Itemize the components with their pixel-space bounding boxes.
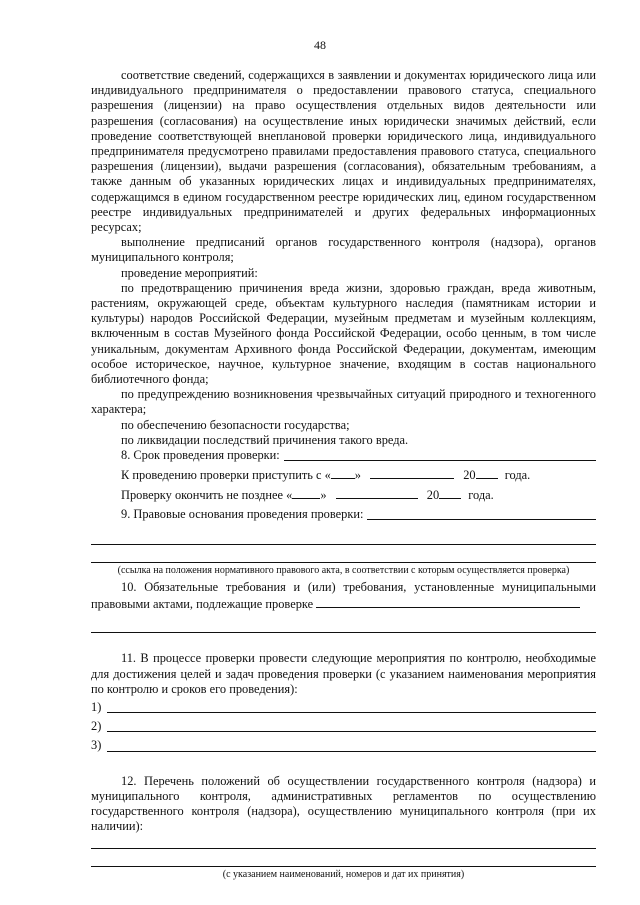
item-11-text: 11. В процессе проверки провести следующие мероприятия по контролю, необходимые для достижения целей и задач проведения проверки (с указанием наименования мероприятия по контролю и сроков его проведения): [91, 651, 596, 696]
paragraph-liquidation: по ликвидации последствий причинения такого вреда. [121, 432, 409, 447]
item-12-note: (с указанием наименований, номеров и дат их принятия) [222, 869, 465, 881]
end-year-suffix: года. [468, 488, 494, 503]
end-year-field[interactable] [439, 486, 461, 499]
item-12-line-2[interactable] [91, 866, 596, 867]
item-10-text [91, 580, 596, 612]
item-8-fill-line[interactable] [284, 448, 596, 461]
item-10-extra-line[interactable] [91, 632, 596, 633]
item-8-label: 8. Срок проведения проверки: [121, 448, 280, 463]
list-item-3 [91, 738, 596, 753]
list-line-1[interactable] [107, 700, 596, 713]
start-year-suffix: года. [504, 468, 531, 483]
item-8-row [91, 448, 596, 463]
item-12-line-1[interactable] [91, 848, 596, 849]
item-9-extra-line[interactable] [91, 544, 596, 545]
item-9-extra-line-2[interactable] [91, 562, 596, 563]
list-line-3[interactable] [107, 739, 596, 752]
paragraph-orders: выполнение предписаний органов государственного контроля (надзора), органов муниципального контроля; [91, 235, 596, 265]
start-month-field[interactable] [370, 466, 454, 479]
paragraph-compliance: соответствие сведений, содержащихся в заявлении и документах юридического лица или индивидуального предпринимателя о предоставлении правового статуса, специального разрешения (лицензии) на право осуществления отдельных видов деятельности или разрешения (согласования) на осуществление иных юридически значимых действий, если проведение соответствующей внеплановой проверки юридического лица, индивидуального предпринимателя предусмотрено правилами предоставления правового статуса, специального разрешения (лицензии), выдачи разрешения (согласования), обязательным требованиям, а также данным об указанных юридических лицах и индивидуальных предпринимателях, содержащимся в едином государственном реестре юридических лиц, едином государственном реестре индивидуальных предпринимателей и других федеральных информационных ресурсах; [91, 68, 596, 235]
item-10-label: 10. Обязательные требования и (или) требования, установленные муниципальными правовыми актами, подлежащие проверке [91, 579, 596, 612]
page-number: 48 [314, 38, 326, 52]
end-date-label: Проверку окончить не позднее « [121, 488, 293, 503]
start-date-row [91, 466, 596, 483]
start-year-field[interactable] [476, 466, 498, 479]
list-item-1 [91, 700, 596, 715]
end-quote-close: » [320, 488, 327, 503]
list-number-2: 2) [91, 719, 102, 734]
end-day-field[interactable] [292, 486, 320, 499]
start-year-prefix: 20 [463, 468, 476, 483]
document-body [91, 68, 596, 881]
item-10-fill-line[interactable] [316, 595, 580, 608]
end-year-prefix: 20 [426, 488, 440, 503]
paragraph-prevent-harm: по предотвращению причинения вреда жизни, здоровью граждан, вреда животным, растениям, окружающей среде, объектам культурного наследия (памятникам истории и культуры) народов Российской Федерации, музейным предметам и музейным коллекциям, включенным в состав Музейного фонда Российской Федерации, особо ценным, в том числе уникальным, документам Архивного фонда Российской Федерации, документам, имеющим особое историческое, научное, культурное значение, входящим в состав национального библиотечного фонда; [91, 280, 596, 387]
end-date-row [91, 486, 596, 503]
item-9-label: 9. Правовые основания проведения проверки: [121, 506, 364, 521]
item-9-note: (ссылка на положения нормативного правового акта, в соответствии с которым осуществляется проверка) [117, 564, 570, 576]
list-number-3: 3) [91, 738, 102, 753]
paragraph-emergency: по предупреждению возникновения чрезвычайных ситуаций природного и техногенного характера; [91, 387, 596, 417]
paragraph-security: по обеспечению безопасности государства; [121, 417, 350, 432]
start-day-field[interactable] [331, 466, 355, 479]
item-12-text: 12. Перечень положений об осуществлении государственного контроля (надзора) и муниципального контроля, административных регламентов по осуществлению государственного контроля (надзора), осуществлению муниципального контроля (при их наличии): [91, 773, 596, 834]
item-9-row [91, 507, 596, 522]
start-quote-close: » [354, 468, 361, 483]
list-item-2 [91, 719, 596, 734]
start-date-label: К проведению проверки приступить с « [121, 468, 331, 483]
item-9-fill-line[interactable] [367, 507, 596, 520]
list-number-1: 1) [91, 699, 102, 714]
list-line-2[interactable] [107, 719, 596, 732]
end-month-field[interactable] [336, 486, 418, 499]
paragraph-measures: проведение мероприятий: [121, 265, 258, 280]
